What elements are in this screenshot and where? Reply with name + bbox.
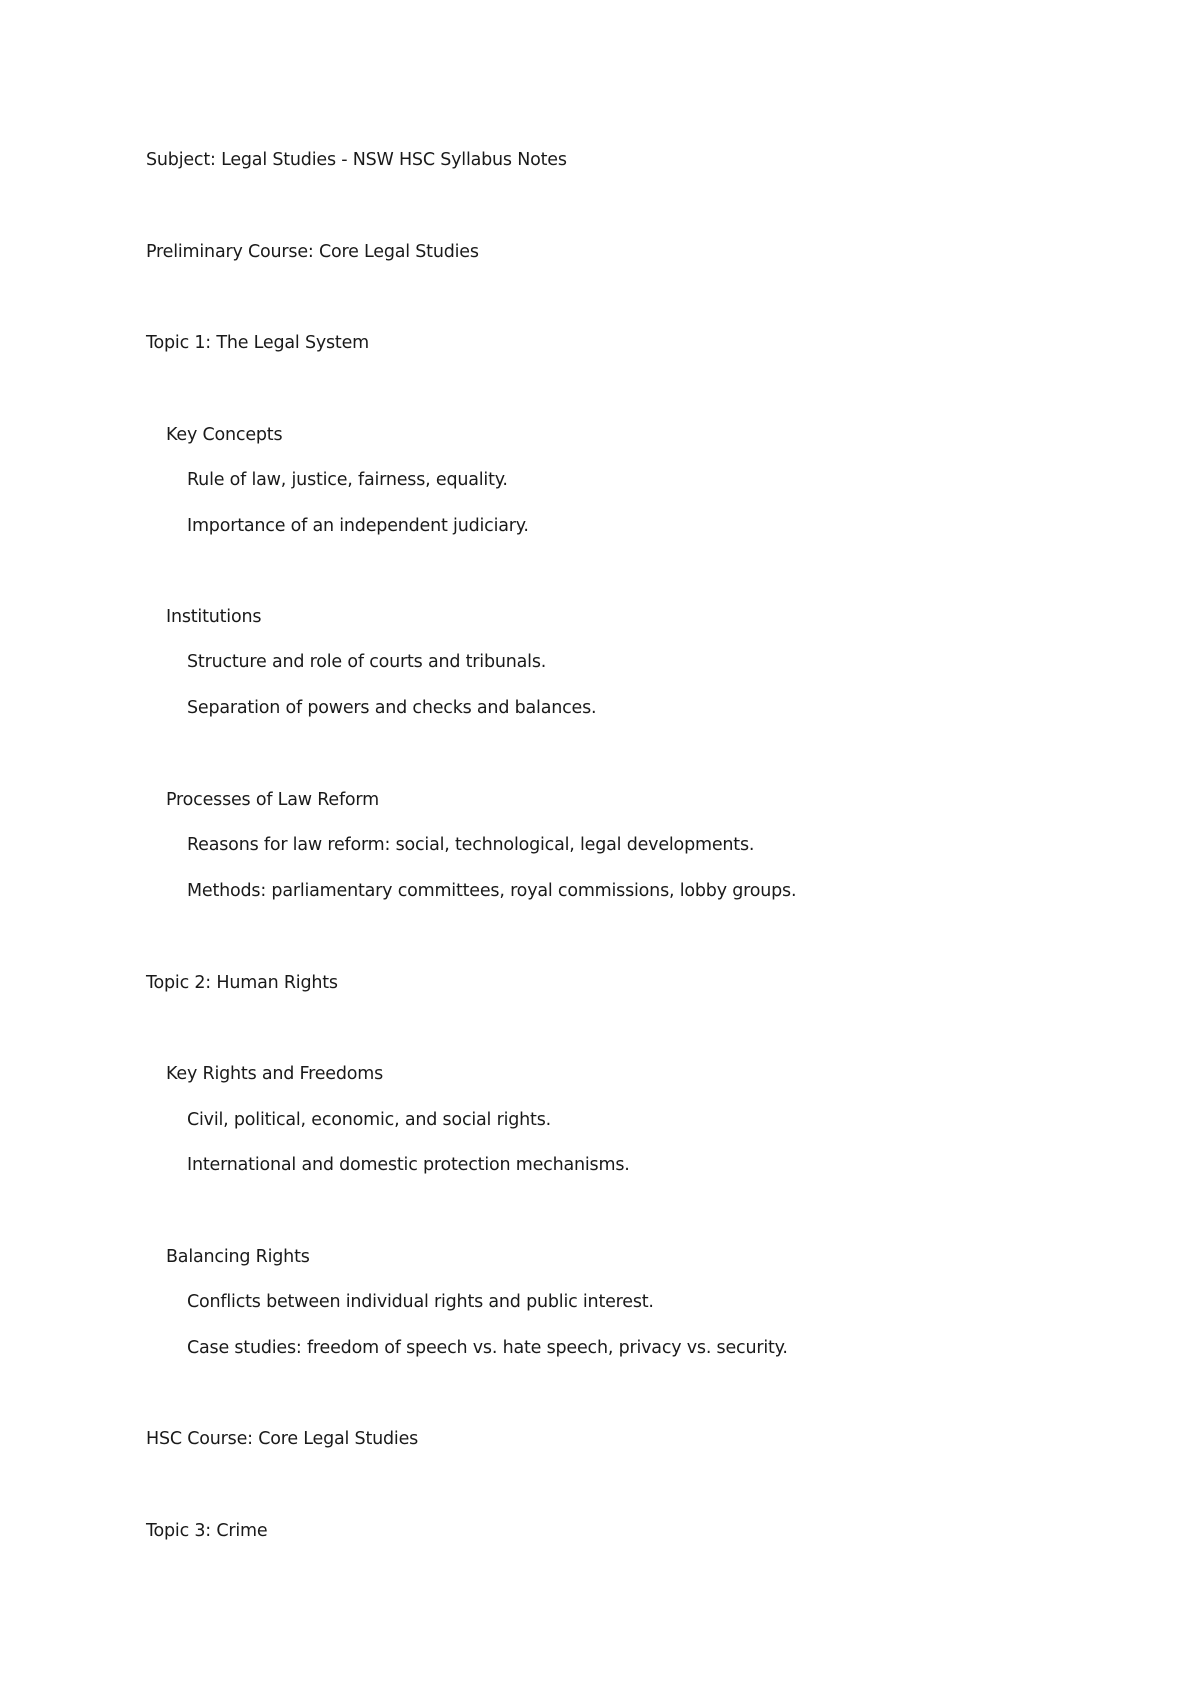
law-reform-heading: Processes of Law Reform bbox=[166, 790, 379, 810]
key-concepts-heading: Key Concepts bbox=[166, 425, 283, 445]
hsc-course-heading: HSC Course: Core Legal Studies bbox=[146, 1429, 419, 1449]
institutions-item: Structure and role of courts and tribunals. bbox=[187, 652, 547, 672]
topic-2-title: Topic 2: Human Rights bbox=[146, 973, 338, 993]
institutions-heading: Institutions bbox=[166, 607, 262, 627]
balancing-rights-heading: Balancing Rights bbox=[166, 1247, 310, 1267]
key-rights-item: Civil, political, economic, and social rights. bbox=[187, 1110, 551, 1130]
key-rights-item: International and domestic protection mechanisms. bbox=[187, 1155, 630, 1175]
preliminary-course-heading: Preliminary Course: Core Legal Studies bbox=[146, 242, 479, 262]
law-reform-item: Reasons for law reform: social, technological, legal developments. bbox=[187, 835, 755, 855]
balancing-rights-item: Conflicts between individual rights and public interest. bbox=[187, 1292, 654, 1312]
law-reform-item: Methods: parliamentary committees, royal commissions, lobby groups. bbox=[187, 881, 797, 901]
institutions-item: Separation of powers and checks and balances. bbox=[187, 698, 597, 718]
topic-1-title: Topic 1: The Legal System bbox=[146, 333, 370, 353]
key-concepts-item: Rule of law, justice, fairness, equality. bbox=[187, 470, 508, 490]
topic-3-title: Topic 3: Crime bbox=[146, 1521, 268, 1541]
key-rights-heading: Key Rights and Freedoms bbox=[166, 1064, 384, 1084]
balancing-rights-item: Case studies: freedom of speech vs. hate speech, privacy vs. security. bbox=[187, 1338, 788, 1358]
subject-line: Subject: Legal Studies - NSW HSC Syllabus Notes bbox=[146, 150, 567, 170]
key-concepts-item: Importance of an independent judiciary. bbox=[187, 516, 529, 536]
